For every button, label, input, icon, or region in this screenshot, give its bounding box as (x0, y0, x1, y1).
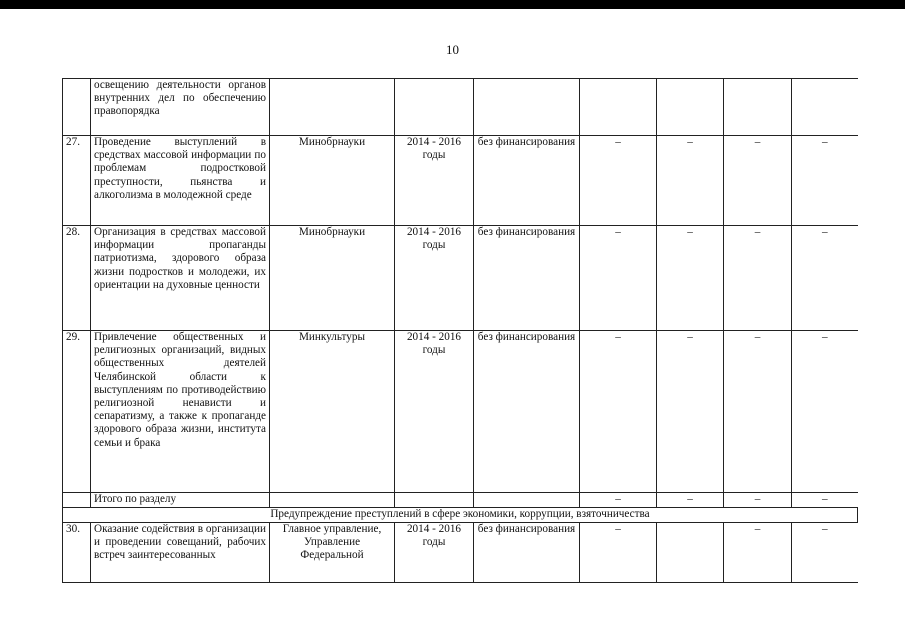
value-cell: – (580, 226, 657, 331)
table-row (63, 136, 858, 226)
period: 2014 - 2016 годы (395, 331, 474, 493)
value-cell: – (580, 331, 657, 493)
measure-description: Оказание содействия в организации и проведении совещаний, рабочих встреч заинтересованных (91, 523, 270, 583)
table-row (63, 79, 858, 136)
executor (270, 79, 395, 136)
table-row (63, 331, 858, 493)
page-number: 10 (446, 42, 459, 57)
row-number: 30. (63, 523, 91, 583)
executor: Минобрнауки (270, 136, 395, 226)
period: 2014 - 2016 годы (395, 136, 474, 226)
row-number: 28. (63, 226, 91, 331)
value-cell (657, 523, 724, 583)
row-number (63, 79, 91, 136)
value-cell: – (792, 226, 858, 331)
value-cell: – (724, 493, 792, 508)
measure-description: Проведение выступлений в средствах массовой информации по проблемам подростковой преступности, пьянства и алкоголизма в молодежной среде (91, 136, 270, 226)
executor: Минобрнауки (270, 226, 395, 331)
row-number: 29. (63, 331, 91, 493)
value-cell (580, 79, 657, 136)
section-header: Предупреждение преступлений в сфере экономики, коррупции, взяточничества (63, 508, 858, 523)
financing: без финансирования (474, 136, 580, 226)
table-row (63, 523, 858, 583)
value-cell: – (792, 331, 858, 493)
table-row (63, 226, 858, 331)
value-cell: – (792, 493, 858, 508)
value-cell (724, 79, 792, 136)
value-cell (657, 79, 724, 136)
executor: Главное управление, Управление Федеральной (270, 523, 395, 583)
value-cell: – (657, 331, 724, 493)
value-cell: – (580, 136, 657, 226)
measure-description: освещению деятельности органов внутренних дел по обеспечению правопорядка (91, 79, 270, 136)
subtotal-label: Итого по разделу (91, 493, 270, 508)
period (395, 79, 474, 136)
period: 2014 - 2016 годы (395, 523, 474, 583)
value-cell: – (792, 136, 858, 226)
subtotal-row (63, 493, 858, 508)
row-number: 27. (63, 136, 91, 226)
value-cell: – (657, 136, 724, 226)
value-cell: – (724, 331, 792, 493)
value-cell: – (724, 136, 792, 226)
top-scan-border (0, 0, 905, 9)
value-cell: – (724, 226, 792, 331)
value-cell: – (657, 493, 724, 508)
value-cell: – (580, 493, 657, 508)
value-cell: – (580, 523, 657, 583)
measures-table (62, 78, 858, 583)
executor: Минкультуры (270, 331, 395, 493)
financing (474, 79, 580, 136)
value-cell (792, 79, 858, 136)
financing: без финансирования (474, 523, 580, 583)
value-cell: – (792, 523, 858, 583)
measure-description: Привлечение общественных и религиозных организаций, видных общественных деятелей Челябинской области к выступлениям по противодействию религиозной ненависти и сепаратизму, а также к пропаганде здорового образа жизни, института семьи и брака (91, 331, 270, 493)
financing: без финансирования (474, 226, 580, 331)
measure-description: Организация в средствах массовой информации пропаганды патриотизма, здорового образа жизни подростков и молодежи, их ориентации на духовные ценности (91, 226, 270, 331)
value-cell: – (724, 523, 792, 583)
section-header-row (63, 508, 858, 523)
period: 2014 - 2016 годы (395, 226, 474, 331)
financing: без финансирования (474, 331, 580, 493)
value-cell: – (657, 226, 724, 331)
